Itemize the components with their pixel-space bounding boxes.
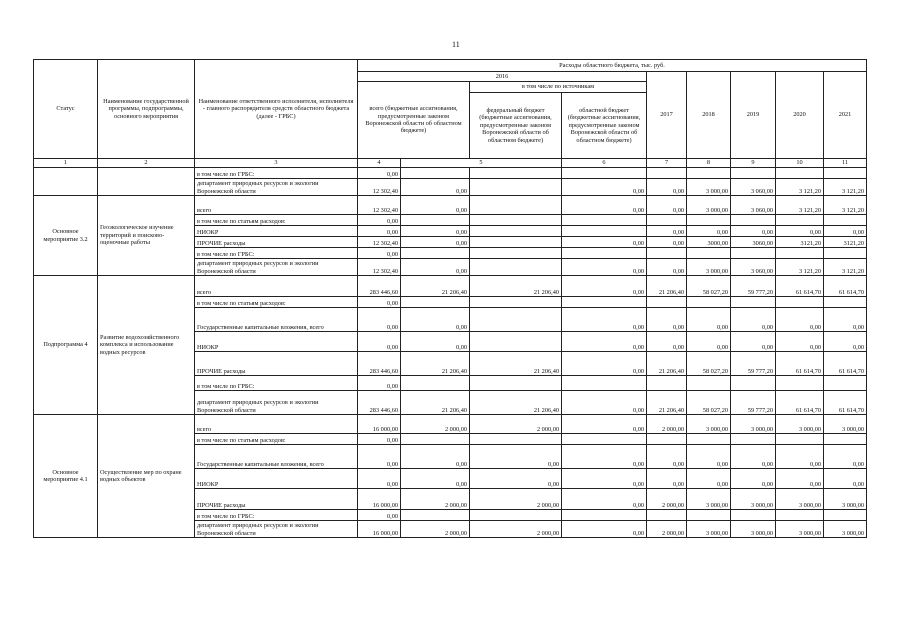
- cell-c5: 0,00: [401, 226, 470, 237]
- cell-c8: 21 206,40: [647, 276, 687, 297]
- cell-c6: [470, 237, 562, 248]
- cell-c8: [647, 434, 687, 445]
- row-label: ПРОЧИЕ расходы: [195, 352, 358, 376]
- column-index: 11: [824, 159, 867, 168]
- cell-c9: 0,00: [687, 226, 731, 237]
- header-federal: федеральный бюджет (бюджетные ассигнования, предусмотренные законом Воронежской области об областном бюджете): [470, 93, 562, 159]
- cell-c7: [562, 215, 647, 226]
- row-label: в том числе по статьям расходов:: [195, 297, 358, 308]
- row-label: всего: [195, 276, 358, 297]
- cell-c8: 0,00: [647, 226, 687, 237]
- cell-c10: 0,00: [731, 332, 776, 352]
- cell-c10: [731, 297, 776, 308]
- cell-c8: 21 206,40: [647, 391, 687, 415]
- cell-c10: [731, 434, 776, 445]
- cell-c4: 0,00: [358, 297, 401, 308]
- header-year-2017: 2017: [647, 72, 687, 159]
- cell-c8: 2 000,00: [647, 521, 687, 538]
- cell-c11: 61 614,70: [776, 276, 824, 297]
- cell-c5: 0,00: [401, 259, 470, 276]
- cell-c11: [776, 297, 824, 308]
- cell-c5: [401, 168, 470, 179]
- cell-c12: 0,00: [824, 445, 867, 469]
- cell-c10: 3060,00: [731, 237, 776, 248]
- row-label: всего: [195, 415, 358, 434]
- cell-c6: 2 000,00: [470, 415, 562, 434]
- row-label: в том числе по ГРБС:: [195, 510, 358, 521]
- cell-c7: [562, 376, 647, 391]
- cell-c5: 0,00: [401, 196, 470, 215]
- row-label: Государственные капитальные вложения, всего: [195, 445, 358, 469]
- cell-c12: [824, 215, 867, 226]
- cell-c8: [647, 297, 687, 308]
- cell-c7: 0,00: [562, 415, 647, 434]
- row-label: департамент природных ресурсов и экологии Воронежской области: [195, 391, 358, 415]
- cell-c11: 3 121,20: [776, 196, 824, 215]
- header-program-name: Наименование государственной программы, подпрограммы, основного мероприятия: [98, 60, 195, 159]
- header-year-2019: 2019: [731, 72, 776, 159]
- cell-c9: [687, 510, 731, 521]
- cell-c11: [776, 215, 824, 226]
- cell-c7: 0,00: [562, 332, 647, 352]
- header-year-2020: 2020: [776, 72, 824, 159]
- cell-c9: 3 000,00: [687, 489, 731, 510]
- cell-c4: 0,00: [358, 308, 401, 332]
- cell-c7: 0,00: [562, 179, 647, 196]
- cell-c5: 21 206,40: [401, 352, 470, 376]
- cell-c4: 0,00: [358, 168, 401, 179]
- cell-c11: [776, 248, 824, 259]
- column-index-row: [34, 159, 867, 168]
- cell-c9: 3 000,00: [687, 415, 731, 434]
- cell-c8: [647, 168, 687, 179]
- cell-c11: 61 614,70: [776, 391, 824, 415]
- cell-c10: 0,00: [731, 226, 776, 237]
- cell-c8: 0,00: [647, 445, 687, 469]
- cell-c7: [562, 226, 647, 237]
- cell-c6: [470, 248, 562, 259]
- cell-c8: [647, 215, 687, 226]
- column-index: 5: [401, 159, 562, 168]
- cell-c10: 59 777,20: [731, 276, 776, 297]
- cell-c5: 21 206,40: [401, 276, 470, 297]
- row-status-continued: [34, 168, 98, 196]
- cell-c4: 283 446,60: [358, 352, 401, 376]
- cell-c12: [824, 297, 867, 308]
- cell-c9: 0,00: [687, 445, 731, 469]
- cell-c9: [687, 434, 731, 445]
- cell-c5: [401, 376, 470, 391]
- cell-c6: 21 206,40: [470, 352, 562, 376]
- cell-c9: 3 000,00: [687, 521, 731, 538]
- cell-c4: 16 000,00: [358, 415, 401, 434]
- cell-c6: [470, 226, 562, 237]
- cell-c4: 12 302,40: [358, 179, 401, 196]
- row-label: ПРОЧИЕ расходы: [195, 489, 358, 510]
- cell-c7: 0,00: [562, 489, 647, 510]
- table-row: [34, 196, 867, 215]
- header-expenses-title: Расходы областного бюджета, тыс. руб.: [358, 60, 867, 72]
- cell-c10: 3 000,00: [731, 415, 776, 434]
- cell-c12: 0,00: [824, 469, 867, 489]
- row-label: в том числе по статьям расходов:: [195, 434, 358, 445]
- header-row-1: [34, 60, 867, 72]
- cell-c12: 3 121,20: [824, 196, 867, 215]
- cell-c5: [401, 510, 470, 521]
- cell-c4: 0,00: [358, 248, 401, 259]
- cell-c12: 0,00: [824, 226, 867, 237]
- cell-c11: 0,00: [776, 469, 824, 489]
- cell-c10: [731, 376, 776, 391]
- cell-c12: [824, 168, 867, 179]
- cell-c6: [470, 168, 562, 179]
- column-index: 8: [687, 159, 731, 168]
- cell-c4: 0,00: [358, 376, 401, 391]
- cell-c11: 3 000,00: [776, 415, 824, 434]
- column-index: 10: [776, 159, 824, 168]
- cell-c12: 3 000,00: [824, 489, 867, 510]
- header-regional: областной бюджет (бюджетные ассигнования, предусмотренные законом Воронежской области об областном бюджете): [562, 93, 647, 159]
- row-label: в том числе по ГРБС:: [195, 248, 358, 259]
- cell-c6: [470, 308, 562, 332]
- cell-c4: 283 446,60: [358, 391, 401, 415]
- row-label: департамент природных ресурсов и экологии Воронежской области: [195, 179, 358, 196]
- cell-c12: 0,00: [824, 332, 867, 352]
- cell-c9: 58 027,20: [687, 352, 731, 376]
- row-program-name-continued: [98, 168, 195, 196]
- cell-c10: 3 060,00: [731, 179, 776, 196]
- cell-c12: 3121,20: [824, 237, 867, 248]
- row-status: Основное мероприятие 3.2: [34, 196, 98, 276]
- cell-c8: 0,00: [647, 308, 687, 332]
- cell-c6: [470, 332, 562, 352]
- cell-c5: [401, 248, 470, 259]
- cell-c8: [647, 510, 687, 521]
- cell-c6: 0,00: [470, 469, 562, 489]
- row-label: в том числе по ГРБС:: [195, 168, 358, 179]
- row-status: Подпрограмма 4: [34, 276, 98, 415]
- header-executor: Наименование ответственного исполнителя, исполнителя - главного распорядителя средств областного бюджета (далее - ГРБС): [195, 60, 358, 159]
- cell-c11: 3 121,20: [776, 259, 824, 276]
- header-of-which-sources: в том числе по источникам: [470, 82, 647, 93]
- row-program-name: Осуществление мер по охране водных объектов: [98, 415, 195, 538]
- cell-c6: [470, 297, 562, 308]
- cell-c5: 0,00: [401, 179, 470, 196]
- row-label: департамент природных ресурсов и экологии Воронежской области: [195, 259, 358, 276]
- cell-c10: 0,00: [731, 469, 776, 489]
- table-row: [34, 415, 867, 434]
- cell-c11: 3 000,00: [776, 489, 824, 510]
- cell-c12: [824, 248, 867, 259]
- cell-c11: 3 121,20: [776, 179, 824, 196]
- cell-c7: [562, 248, 647, 259]
- cell-c9: 3 000,00: [687, 196, 731, 215]
- row-program-name: Развитие водохозяйственного комплекса и использование водных ресурсов: [98, 276, 195, 415]
- row-label: департамент природных ресурсов и экологии Воронежской области: [195, 521, 358, 538]
- table-row: [34, 276, 867, 297]
- cell-c7: 0,00: [562, 259, 647, 276]
- column-index: 1: [34, 159, 98, 168]
- budget-table: [33, 59, 867, 538]
- cell-c10: 3 000,00: [731, 521, 776, 538]
- cell-c7: [562, 297, 647, 308]
- cell-c9: 3000,00: [687, 237, 731, 248]
- cell-c7: 0,00: [562, 391, 647, 415]
- cell-c10: 0,00: [731, 308, 776, 332]
- row-label: всего: [195, 196, 358, 215]
- cell-c6: 0,00: [470, 445, 562, 469]
- cell-c12: 3 121,20: [824, 179, 867, 196]
- column-index: 9: [731, 159, 776, 168]
- cell-c4: 12 302,40: [358, 237, 401, 248]
- cell-c5: [401, 297, 470, 308]
- cell-c6: [470, 434, 562, 445]
- cell-c9: 58 027,20: [687, 391, 731, 415]
- cell-c11: [776, 376, 824, 391]
- cell-c10: [731, 168, 776, 179]
- header-year-2016: 2016: [358, 72, 647, 82]
- cell-c11: 3 000,00: [776, 521, 824, 538]
- cell-c5: 0,00: [401, 445, 470, 469]
- cell-c4: 0,00: [358, 469, 401, 489]
- cell-c6: [470, 196, 562, 215]
- cell-c4: 0,00: [358, 434, 401, 445]
- cell-c4: 283 446,60: [358, 276, 401, 297]
- column-index: 3: [195, 159, 358, 168]
- cell-c12: 3 000,00: [824, 521, 867, 538]
- cell-c10: 59 777,20: [731, 391, 776, 415]
- cell-c5: 21 206,40: [401, 391, 470, 415]
- cell-c12: 61 614,70: [824, 391, 867, 415]
- cell-c9: 0,00: [687, 332, 731, 352]
- column-index: 4: [358, 159, 401, 168]
- row-status: Основное мероприятие 4.1: [34, 415, 98, 538]
- cell-c10: [731, 248, 776, 259]
- cell-c5: [401, 434, 470, 445]
- cell-c6: 2 000,00: [470, 521, 562, 538]
- cell-c12: [824, 376, 867, 391]
- cell-c11: 61 614,70: [776, 352, 824, 376]
- table-row: [34, 168, 867, 179]
- cell-c7: 0,00: [562, 445, 647, 469]
- cell-c11: [776, 510, 824, 521]
- cell-c6: 21 206,40: [470, 276, 562, 297]
- cell-c6: 2 000,00: [470, 489, 562, 510]
- cell-c8: 0,00: [647, 196, 687, 215]
- cell-c6: [470, 376, 562, 391]
- cell-c9: [687, 248, 731, 259]
- cell-c12: [824, 510, 867, 521]
- cell-c6: 21 206,40: [470, 391, 562, 415]
- cell-c7: [562, 434, 647, 445]
- header-status: Статус: [34, 60, 98, 159]
- cell-c10: [731, 510, 776, 521]
- cell-c10: [731, 215, 776, 226]
- cell-c5: 2 000,00: [401, 489, 470, 510]
- cell-c7: 0,00: [562, 196, 647, 215]
- cell-c7: [562, 510, 647, 521]
- cell-c7: 0,00: [562, 308, 647, 332]
- cell-c11: [776, 168, 824, 179]
- cell-c4: 0,00: [358, 226, 401, 237]
- cell-c5: 2 000,00: [401, 521, 470, 538]
- cell-c7: 0,00: [562, 469, 647, 489]
- cell-c11: 0,00: [776, 332, 824, 352]
- cell-c5: 0,00: [401, 237, 470, 248]
- cell-c10: 3 000,00: [731, 489, 776, 510]
- row-label: ПРОЧИЕ расходы: [195, 237, 358, 248]
- cell-c9: 3 000,00: [687, 259, 731, 276]
- cell-c9: 3 000,00: [687, 179, 731, 196]
- cell-c8: 21 206,40: [647, 352, 687, 376]
- cell-c11: [776, 434, 824, 445]
- cell-c6: [470, 259, 562, 276]
- cell-c7: 0,00: [562, 276, 647, 297]
- cell-c6: [470, 510, 562, 521]
- header-year-2018: 2018: [687, 72, 731, 159]
- row-label: в том числе по ГРБС:: [195, 376, 358, 391]
- cell-c12: 61 614,70: [824, 352, 867, 376]
- row-label: в том числе по статьям расходов:: [195, 215, 358, 226]
- header-year-2021: 2021: [824, 72, 867, 159]
- cell-c8: [647, 376, 687, 391]
- cell-c8: [647, 248, 687, 259]
- cell-c12: [824, 434, 867, 445]
- cell-c10: 59 777,20: [731, 352, 776, 376]
- cell-c4: 0,00: [358, 332, 401, 352]
- cell-c4: 16 000,00: [358, 489, 401, 510]
- cell-c12: 0,00: [824, 308, 867, 332]
- cell-c4: 16 000,00: [358, 521, 401, 538]
- cell-c9: 58 027,20: [687, 276, 731, 297]
- cell-c9: [687, 297, 731, 308]
- cell-c9: [687, 168, 731, 179]
- cell-c7: 0,00: [562, 521, 647, 538]
- cell-c4: 12 302,40: [358, 259, 401, 276]
- cell-c11: 0,00: [776, 308, 824, 332]
- cell-c6: [470, 215, 562, 226]
- cell-c8: 0,00: [647, 237, 687, 248]
- cell-c9: [687, 376, 731, 391]
- cell-c10: 3 060,00: [731, 196, 776, 215]
- cell-c7: 0,00: [562, 237, 647, 248]
- cell-c9: [687, 215, 731, 226]
- cell-c10: 0,00: [731, 445, 776, 469]
- cell-c9: 0,00: [687, 469, 731, 489]
- cell-c5: 0,00: [401, 308, 470, 332]
- row-label: НИОКР: [195, 332, 358, 352]
- cell-c4: 0,00: [358, 445, 401, 469]
- row-label: Государственные капитальные вложения, всего: [195, 308, 358, 332]
- cell-c10: 3 060,00: [731, 259, 776, 276]
- column-index: 2: [98, 159, 195, 168]
- row-label: НИОКР: [195, 226, 358, 237]
- cell-c9: 0,00: [687, 308, 731, 332]
- cell-c4: 0,00: [358, 215, 401, 226]
- cell-c5: 0,00: [401, 469, 470, 489]
- column-index: 6: [562, 159, 647, 168]
- row-label: НИОКР: [195, 469, 358, 489]
- row-program-name: Геоэкологическое изучение территорий и поисково-оценочные работы: [98, 196, 195, 276]
- cell-c8: 0,00: [647, 332, 687, 352]
- column-index: 7: [647, 159, 687, 168]
- cell-c5: [401, 215, 470, 226]
- cell-c8: 2 000,00: [647, 415, 687, 434]
- cell-c5: 2 000,00: [401, 415, 470, 434]
- cell-c11: 0,00: [776, 445, 824, 469]
- header-total-2016: всего (бюджетные ассигнования, предусмотренные законом Воронежской области об областном бюджете): [358, 82, 470, 159]
- cell-c8: 0,00: [647, 179, 687, 196]
- cell-c7: [562, 168, 647, 179]
- cell-c8: 0,00: [647, 469, 687, 489]
- cell-c5: 0,00: [401, 332, 470, 352]
- cell-c7: 0,00: [562, 352, 647, 376]
- cell-c6: [470, 179, 562, 196]
- page-number: 11: [452, 40, 460, 49]
- cell-c4: 0,00: [358, 510, 401, 521]
- cell-c11: 3121,20: [776, 237, 824, 248]
- cell-c4: 12 302,40: [358, 196, 401, 215]
- cell-c12: 61 614,70: [824, 276, 867, 297]
- cell-c8: 0,00: [647, 259, 687, 276]
- cell-c8: 2 000,00: [647, 489, 687, 510]
- cell-c12: 3 000,00: [824, 415, 867, 434]
- cell-c11: 0,00: [776, 226, 824, 237]
- cell-c12: 3 121,20: [824, 259, 867, 276]
